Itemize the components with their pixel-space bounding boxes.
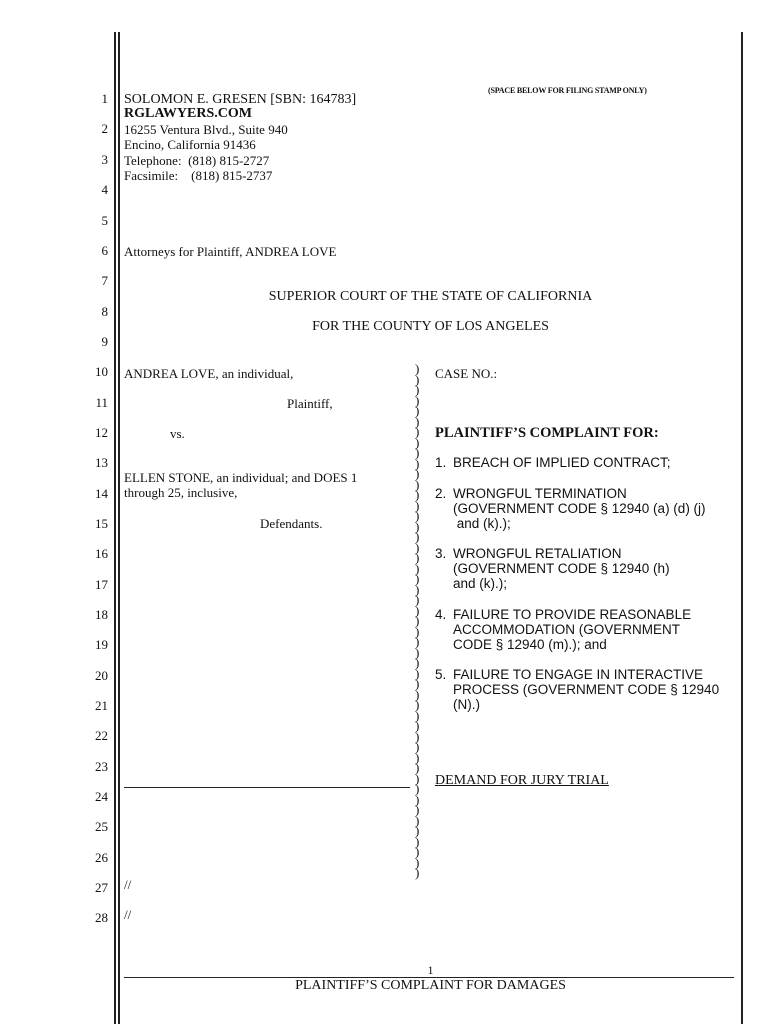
cause-text: FAILURE TO PROVIDE REASONABLE (453, 607, 692, 622)
page-number: 1 (427, 963, 434, 977)
cause-text: BREACH OF IMPLIED CONTRACT; (453, 455, 671, 470)
cause-text: ACCOMMODATION (GOVERNMENT (453, 622, 680, 637)
line-number: 14 (95, 486, 108, 501)
attorney-name: SOLOMON E. GRESEN [SBN: 164783] (124, 92, 357, 107)
line-number: 12 (95, 425, 108, 440)
cause-text: CODE § 12940 (m).); and (453, 637, 607, 652)
line-number: 20 (95, 668, 108, 683)
line-number: 17 (95, 577, 108, 592)
line-number: 18 (95, 607, 108, 622)
jury-demand: DEMAND FOR JURY TRIAL (435, 773, 609, 788)
address-line-1: 16255 Ventura Blvd., Suite 940 (124, 122, 288, 137)
line-number: 13 (95, 455, 108, 470)
telephone: Telephone: (818) 815-2727 (124, 153, 270, 168)
caption-underline (124, 787, 410, 788)
line-number: 19 (95, 637, 108, 652)
line-number: 7 (101, 273, 108, 288)
defendant-line-1: ELLEN STONE, an individual; and DOES 1 (124, 470, 358, 485)
line-number: 10 (95, 364, 108, 379)
versus: vs. (170, 426, 185, 441)
attorneys-for: Attorneys for Plaintiff, ANDREA LOVE (124, 244, 337, 259)
cause-text: (GOVERNMENT CODE § 12940 (a) (d) (j) (453, 501, 706, 516)
plaintiff-label: Plaintiff, (287, 396, 333, 411)
left-margin-rule-inner (118, 32, 120, 1024)
continuation-mark: // (124, 877, 132, 892)
defendants-label: Defendants. (260, 516, 323, 531)
line-number: 5 (101, 213, 108, 228)
cause-text: (N).) (453, 697, 480, 712)
complaint-title: PLAINTIFF’S COMPLAINT FOR: (435, 425, 659, 441)
cause-number: 5. (435, 667, 447, 682)
left-margin-rule-outer (114, 32, 116, 1024)
line-number: 1 (101, 91, 108, 106)
cause-number: 4. (435, 607, 447, 622)
cause-number: 1. (435, 455, 447, 470)
continuation-mark: // (124, 907, 132, 922)
caption-parentheses: ) ) ) ) ) ) ) ) ) ) ) ) ) ) ) ) ) ) ) ) ) ) ) ) ) ) ) ) ) ) ) ) ) ) ) ) ) ) ) ) ) ) ) ) ) ) ) ) ) (415, 361, 420, 880)
line-number: 24 (95, 789, 108, 804)
line-number: 26 (95, 850, 108, 865)
line-number: 16 (95, 546, 108, 561)
line-number: 25 (95, 819, 108, 834)
facsimile: Facsimile: (818) 815-2737 (124, 168, 273, 183)
cause-text: WRONGFUL RETALIATION (453, 546, 622, 561)
line-number: 27 (95, 880, 108, 895)
line-number: 4 (101, 182, 108, 197)
court-county: FOR THE COUNTY OF LOS ANGELES (312, 319, 549, 334)
line-number: 15 (95, 516, 108, 531)
cause-number: 2. (435, 486, 447, 501)
cause-text: and (k).); (453, 576, 508, 591)
line-number: 3 (101, 152, 108, 167)
right-margin-rule (741, 32, 743, 1024)
case-number: CASE NO.: (435, 366, 498, 381)
firm-name: RGLAWYERS.COM (124, 106, 252, 121)
line-number: 21 (95, 698, 108, 713)
line-number: 23 (95, 759, 108, 774)
cause-number: 3. (435, 546, 447, 561)
cause-text: FAILURE TO ENGAGE IN INTERACTIVE (453, 667, 704, 682)
cause-text: PROCESS (GOVERNMENT CODE § 12940 (453, 682, 720, 697)
filing-stamp-note: (SPACE BELOW FOR FILING STAMP ONLY) (488, 86, 647, 95)
footer-title: PLAINTIFF’S COMPLAINT FOR DAMAGES (295, 978, 566, 993)
line-number: 22 (95, 728, 108, 743)
line-number: 8 (101, 304, 108, 319)
cause-text: and (k).); (453, 516, 511, 531)
plaintiff-name: ANDREA LOVE, an individual, (124, 366, 294, 381)
line-number: 2 (101, 121, 108, 136)
court-name: SUPERIOR COURT OF THE STATE OF CALIFORNIA (268, 289, 593, 304)
address-line-2: Encino, California 91436 (124, 137, 256, 152)
defendant-line-2: through 25, inclusive, (124, 485, 238, 500)
line-number: 9 (101, 334, 108, 349)
line-number: 28 (95, 910, 108, 925)
line-number: 6 (101, 243, 108, 258)
cause-text: WRONGFUL TERMINATION (453, 486, 627, 501)
cause-text: (GOVERNMENT CODE § 12940 (h) (453, 561, 670, 576)
line-number: 11 (95, 395, 108, 410)
